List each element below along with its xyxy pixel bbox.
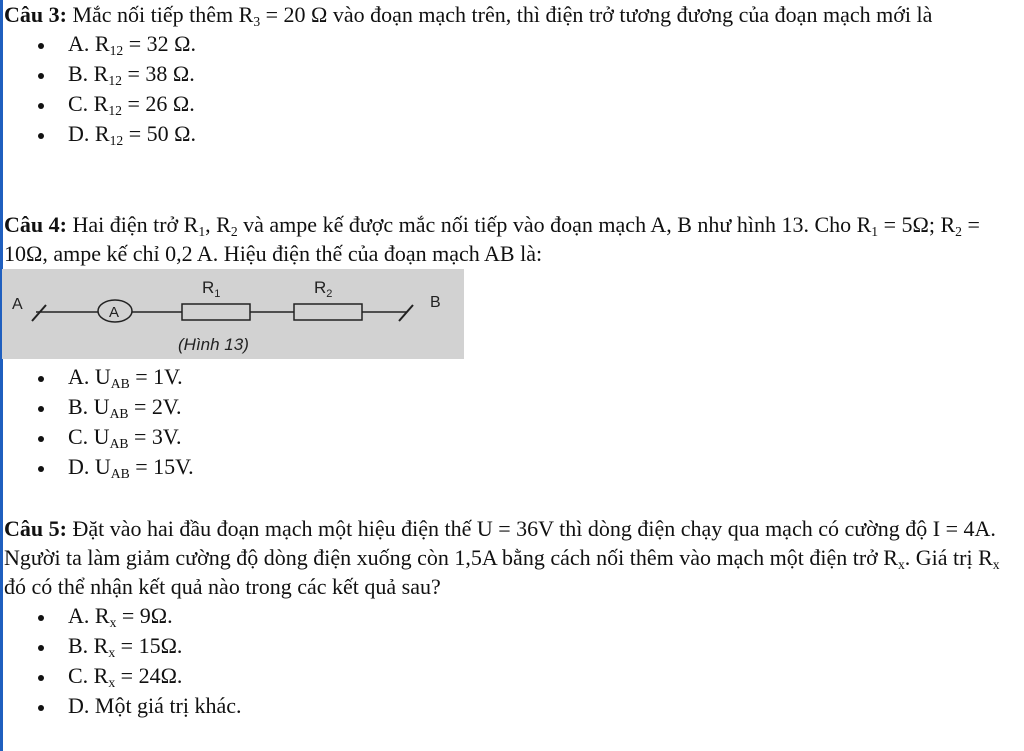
question-3-stem: Câu 3: Mắc nối tiếp thêm $R_3 = 20$ Ω vào đoạn mạch trên, thì điện trở tương đương của đoạn mạch mới là <box>4 2 933 29</box>
resistor-r2 <box>294 304 362 320</box>
figure-caption: (Hình 13) <box>178 335 249 354</box>
question-5-label: Câu 5: <box>4 516 67 541</box>
question-3 <box>4 0 1018 149</box>
question-4-stem: Câu 4: Hai điện trở $R_1$, $R_2$ và ampe kế được mắc nối tiếp vào đoạn mạch A, B như hình 13. Cho $R_1 = 5\Omega$; $R_2 = 10\Omega$, ampe kế chỉ 0,2 A. Hiệu điện thế của đoạn mạch AB là: <box>4 212 980 266</box>
ammeter-label: A <box>109 304 120 321</box>
resistor-r1 <box>182 304 250 320</box>
terminal-a-marker <box>32 305 46 321</box>
option-item: D. $R_{12} = 50$ Ω. <box>4 119 1018 149</box>
option-item: C. $R_x = 24\Omega$. <box>4 661 1018 691</box>
question-5 <box>4 514 1018 721</box>
r2-label: $R_2$ <box>314 278 333 300</box>
option-item: B. $R_x = 15\Omega$. <box>4 631 1018 661</box>
question-4 <box>4 210 1018 268</box>
option-item: A. $U_{AB} = 1V$. <box>4 362 1018 392</box>
terminal-b-label: B <box>430 294 441 311</box>
question-4-options-wrap <box>4 362 1018 482</box>
circuit-figure <box>2 269 464 359</box>
r1-label: $R_1$ <box>202 278 221 300</box>
question-5-options <box>4 601 1018 721</box>
option-item: B. $R_{12} = 38$ Ω. <box>4 59 1018 89</box>
question-5-stem: Câu 5: Đặt vào hai đầu đoạn mạch một hiệu điện thế U = 36V thì dòng điện chạy qua mạch có cường độ I = 4A. Người ta làm giảm cường độ dòng điện xuống còn 1,5A bằng cách nối thêm vào mạch một điện trở $R_x$. Giá trị $R_x$ đó có thể nhận kết quả nào trong các kết quả sau? <box>4 516 1000 599</box>
option-item: A. $R_x = 9\Omega$. <box>4 601 1018 631</box>
option-item: C. $U_{AB} = 3V$. <box>4 422 1018 452</box>
option-item: A. $R_{12} = 32$ Ω. <box>4 29 1018 59</box>
question-3-options <box>4 29 1018 149</box>
option-item: B. $U_{AB} = 2V$. <box>4 392 1018 422</box>
question-4-options <box>4 362 1018 482</box>
option-item: D. $U_{AB} = 15V$. <box>4 452 1018 482</box>
question-4-label: Câu 4: <box>4 212 67 237</box>
terminal-a-label: A <box>12 296 23 313</box>
terminal-b-marker <box>399 305 413 321</box>
circuit-diagram <box>2 269 464 359</box>
left-margin-rule <box>0 0 3 751</box>
question-3-label: Câu 3: <box>4 2 67 27</box>
option-item: C. $R_{12} = 26$ Ω. <box>4 89 1018 119</box>
option-item: D. Một giá trị khác. <box>4 691 1018 721</box>
